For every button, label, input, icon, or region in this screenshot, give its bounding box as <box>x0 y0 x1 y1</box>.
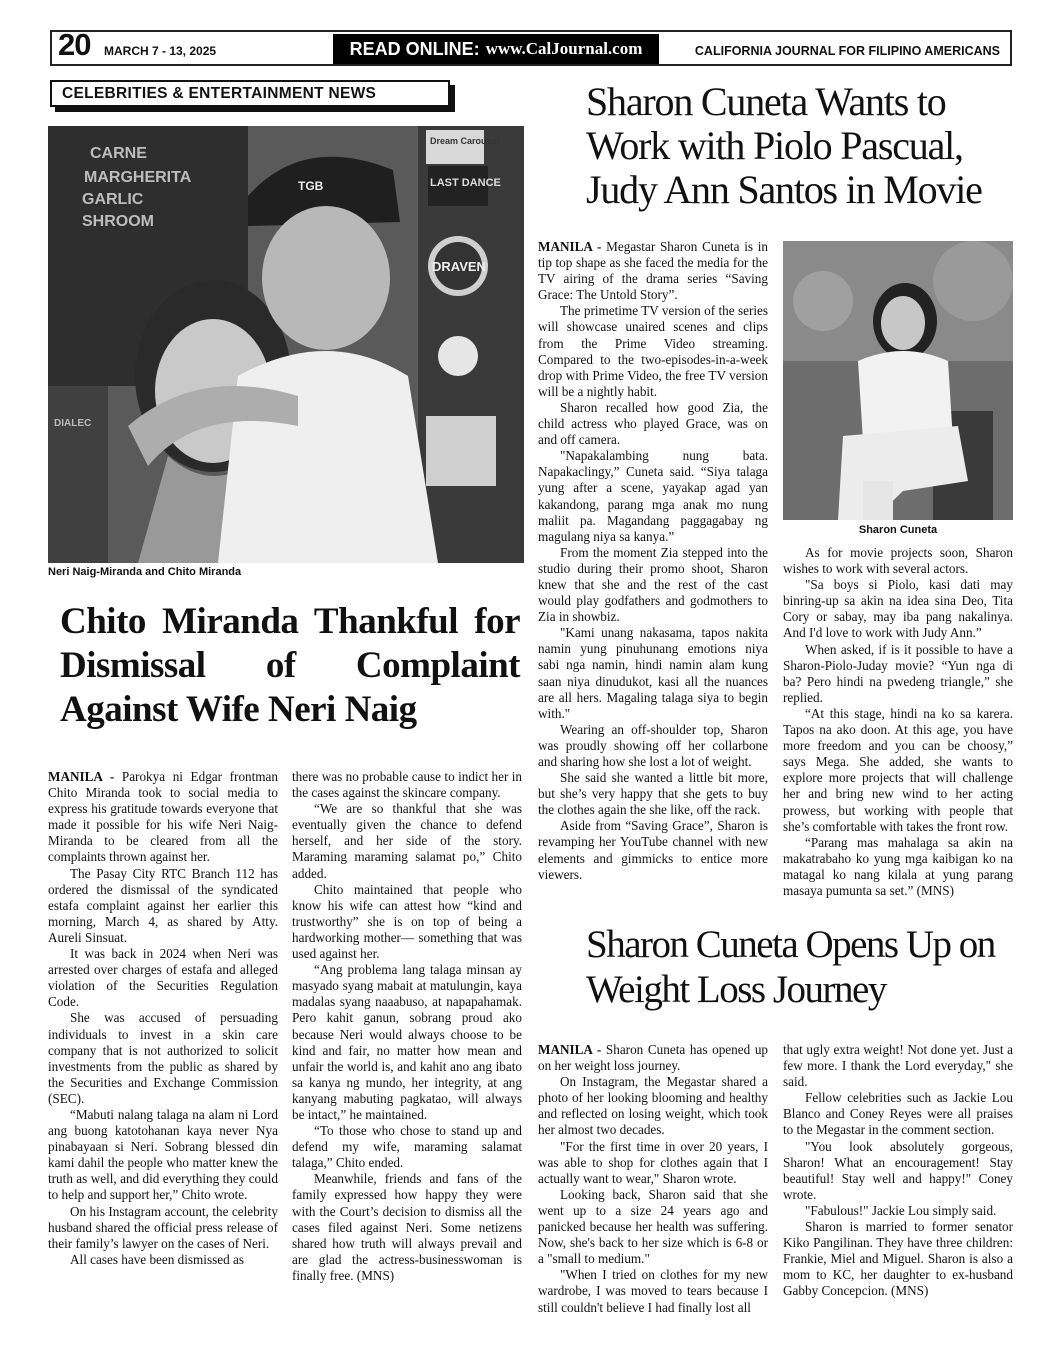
page-number: 20 <box>58 27 91 62</box>
sp-col1-para-7: Wearing an off-shoulder top, Sharon was proudly showing off her collarbone and sharing how she lost a lot of weight. <box>538 721 768 769</box>
header-bottom-rule <box>50 64 1012 66</box>
sw-col1-para-4: Looking back, Sharon said that she went up to a size 24 years ago and panicked because her health was suffering. Now, she's back to her size which is 6-8 or a "small to medium." <box>538 1186 768 1267</box>
sharon-weight-column-2 <box>783 1042 1013 1300</box>
sw-col2-para-4: "Fabulous!" Jackie Lou simply said. <box>805 1202 997 1218</box>
sw-col2-para-1: that ugly extra weight! Not done yet. Just a few more. I thank the Lord everyday," she said. <box>783 1042 1013 1090</box>
chito-col2-para-3: Chito maintained that people who know his wife can attest how “kind and trustworthy” she is on top of being a hardworking mother— something that was used against her. <box>292 881 522 962</box>
sign-shroom: SHROOM <box>82 213 154 230</box>
sp-col2-para-4: “At this stage, hindi na ko sa karera. Tapos na ako doon. At this age, you have more freedom and you can be choosy,” says Mega. She added, she wants to explore more projects that will challenge her and bring new wind to her acting prowess, but working with people that she’s comfortable with takes the front row. <box>783 705 1013 834</box>
header-top-rule <box>50 30 1012 32</box>
sharon-photo-illustration <box>783 241 1013 520</box>
chito-col2-para-4: “Ang problema lang talaga minsan ay masyado syang mabait at matulungin, kaya madalas syang naaabuso, at napapahamak. Pero kahit ganun, sobrang proud ako because Neri would always choose to be kind and fair, no matter how mean and unfair the world is, and kahit ano ang ibato sa kanya ng mundo, her integrity, at ang kanyang mabuting pagkatao, will always be intact,” he maintained. <box>292 962 522 1122</box>
chito-headline: Chito Miranda Thankful for Dismissal of Complaint Against Wife Neri Naig <box>60 601 520 730</box>
chito-col1-para-6: On his Instagram account, the celebrity husband shared the official press release of their family’s lawyer on the cases of Neri. <box>48 1203 278 1251</box>
chito-col1-para-3: It was back in 2024 when Neri was arrested over charges of estafa and alleged violation of the Securities Regulation Code. <box>48 946 278 1010</box>
publication-name: CALIFORNIA JOURNAL FOR FILIPINO AMERICANS <box>694 44 1000 58</box>
header-right-rule <box>1010 30 1012 66</box>
sign-garlic: GARLIC <box>82 191 144 208</box>
sp-col1-para-4: "Napakalambing nung bata. Napakaclingy,” Cuneta said. “Siya talaga yung after a scene, yayakap agad yan kakandong, parang mga anak mo nung maliit pa. Magandang paggagabay ng magulang niya sa kanya.” <box>538 448 768 544</box>
sp-col2-para-3: When asked, if is it possible to have a Sharon-Piolo-Juday movie? “Yun nga di ba? Pero hindi na pwedeng triangle,” she replied. <box>783 641 1013 705</box>
sp-col1-para-2: The primetime TV version of the series will showcase unaired scenes and clips from the Prime Video streaming. Compared to the two-episodes-in-a-week drop with Prime Video, the free TV version will be a nightly habit. <box>538 303 768 399</box>
cap-logo: TGB <box>298 179 324 193</box>
chito-column-1 <box>48 769 278 1268</box>
chito-col2-para-2: “We are so thankful that she was eventually given the chance to defend herself, and her side of the story. Maraming maraming salamat po,” Chito added. <box>292 801 522 881</box>
issue-date: MARCH 7 - 13, 2025 <box>104 44 217 58</box>
read-online-label: READ ONLINE: <box>349 38 480 59</box>
chito-col1-para-4: She was accused of persuading individuals to invest in a skin care company that is not authorized to solicit investments from the public as shared by the Securities and Exchange Commission (SEC). <box>48 1010 278 1106</box>
sharon-weight-dateline: MANILA - <box>538 1042 602 1057</box>
sw-col1-para-2: On Instagram, the Megastar shared a photo of her looking blooming and healthy and reflected on losing weight, which took her almost two decades. <box>538 1074 768 1138</box>
chito-dateline: MANILA - <box>48 769 115 784</box>
sw-col1-para-5: "When I tried on clothes for my new wardrobe, I was moved to tears because I still couldn't believe I had finally lost all <box>538 1267 768 1315</box>
sign-dialec: DIALEC <box>54 418 92 429</box>
sharon-weight-headline: Sharon Cuneta Opens Up on Weight Loss Journey <box>586 923 995 1011</box>
chito-col2-para-6: Meanwhile, friends and fans of the family expressed how happy they were with the Court’s decision to dismiss all the cases filed against Neri. Some netizens shared how truth will always prevail and are glad the actress-businesswoman is finally free. (MNS) <box>292 1171 522 1283</box>
sign-dream-carousel: Dream Carousel <box>430 136 500 146</box>
sign-draven: DRAVEN <box>432 259 486 274</box>
sw-col1-para-3: "For the first time in over 20 years, I was able to shop for clothes again that I actually want to wear," Sharon wrote. <box>538 1138 768 1186</box>
chito-col2-para-1: there was no probable cause to indict her in the cases against the skincare company. <box>292 769 522 801</box>
chito-photo-caption: Neri Naig-Miranda and Chito Miranda <box>48 566 242 578</box>
sw-col2-para-2: Fellow celebrities such as Jackie Lou Blanco and Coney Reyes were all praises to the Megastar in the comment section. <box>783 1090 1013 1138</box>
sw-col1-para-1: MANILA - Sharon Cuneta has opened up on her weight loss journey. <box>538 1042 769 1074</box>
chito-col1-para-2: The Pasay City RTC Branch 112 has ordered the dismissal of the syndicated estafa complaint against her earlier this morning, March 4, as shared by Atty. Aureli Sinsuat. <box>48 865 278 945</box>
sp-col1-para-5: From the moment Zia stepped into the studio during their promo shoot, Sharon knew that she and the rest of the cast would play godfathers and godmothers to Zia in showbiz. <box>538 544 768 625</box>
chito-column-2 <box>292 769 522 1284</box>
sign-carne: CARNE <box>90 145 147 162</box>
sp-col1-para-8: She said she wanted a little bit more, but she’s very happy that she gets to buy the clothes again the she like, off the rack. <box>538 770 768 818</box>
sp-col2-para-2: "Sa boys si Piolo, kasi dati may binring-up sa akin na idea sina Deo, Tita Cory or sabay, may iba pang nakalinya. And I'd love to work with Judy Ann.” <box>783 577 1013 641</box>
chito-col1-para-1: MANILA - Parokya ni Edgar frontman Chito Miranda took to social media to express his gratitude towards everyone that made it possible for his wife Neri Naig-Miranda to be cleared from all the complaints thrown against her. <box>48 769 279 865</box>
sharon-piolo-headline: Sharon Cuneta Wants to Work with Piolo Pascual, Judy Ann Santos in Movie <box>586 79 982 212</box>
chito-col1-para-7: All cases have been dismissed as <box>70 1251 244 1267</box>
sign-last-dance: LAST DANCE <box>430 177 501 189</box>
sw-col2-para-5: Sharon is married to former senator Kiko Pangilinan. They have three children: Frankie, Miel and Miguel. Sharon is also a mom to KC, her daughter to ex-husband Gabby Concepcion. (MNS) <box>783 1219 1013 1299</box>
sharon-photo-caption: Sharon Cuneta <box>858 524 938 536</box>
chito-col2-para-5: “To those who chose to stand up and defend my wife, maraming salamat talaga,” Chito ended. <box>292 1123 522 1171</box>
sharon-weight-column-1 <box>538 1042 768 1316</box>
sp-col2-para-5: “Parang mas mahalaga sa akin na makatrabaho ko yung mga kaibigan ko na matagal ko nang kilala at yung parang masaya pumunta sa set.” (MNS) <box>783 834 1013 898</box>
sharon-piolo-column-1 <box>538 239 768 883</box>
read-online-banner[interactable] <box>333 34 659 64</box>
sign-margherita: MARGHERITA <box>84 169 192 186</box>
sharon-piolo-column-2 <box>783 545 1013 899</box>
sp-col1-para-3: Sharon recalled how good Zia, the child actress who played Grace, was on and off camera. <box>538 399 768 448</box>
header-left-rule <box>50 30 52 66</box>
sp-col2-para-1: As for movie projects soon, Sharon wishes to work with several actors. <box>783 545 1013 577</box>
sharon-photo <box>783 241 1013 520</box>
sp-col1-para-1: MANILA - Megastar Sharon Cuneta is in tip top shape as she faced the media for the TV airing of the drama series “Saving Grace: The Untold Story”. <box>538 239 769 303</box>
chito-neri-photo-illustration <box>48 126 524 563</box>
section-label: CELEBRITIES & ENTERTAINMENT NEWS <box>50 80 450 107</box>
chito-neri-photo <box>48 126 524 563</box>
sp-col1-para-6: "Kami unang nakasama, tapos nakita namin yung pinuhunang emotions niya sabi nga namin, hindi namin alam kung saan niya dinudukot, kasi all the nuances are all hers. Magaling talaga siya to begin with." <box>538 625 768 721</box>
sp-col1-para-9: Aside from “Saving Grace”, Sharon is revamping her YouTube channel with new elements and gimmicks to entice more viewers. <box>538 818 768 882</box>
sw-col2-para-3: "You look absolutely gorgeous, Sharon! What an encouragement! Stay beautiful! Stay well and happy!" Coney wrote. <box>783 1138 1013 1202</box>
chito-col1-para-5: “Mabuti nalang talaga na alam ni Lord ang buong katotohanan kaya never Nya pinabayaan si Neri. Sobrang blessed din kami dahil the people who matter knew the truth as well, and did everything they could to help and support her,” Chito wrote. <box>48 1106 278 1203</box>
sharon-piolo-dateline: MANILA - <box>538 239 602 254</box>
read-online-url[interactable]: www.CalJournal.com <box>485 39 643 58</box>
